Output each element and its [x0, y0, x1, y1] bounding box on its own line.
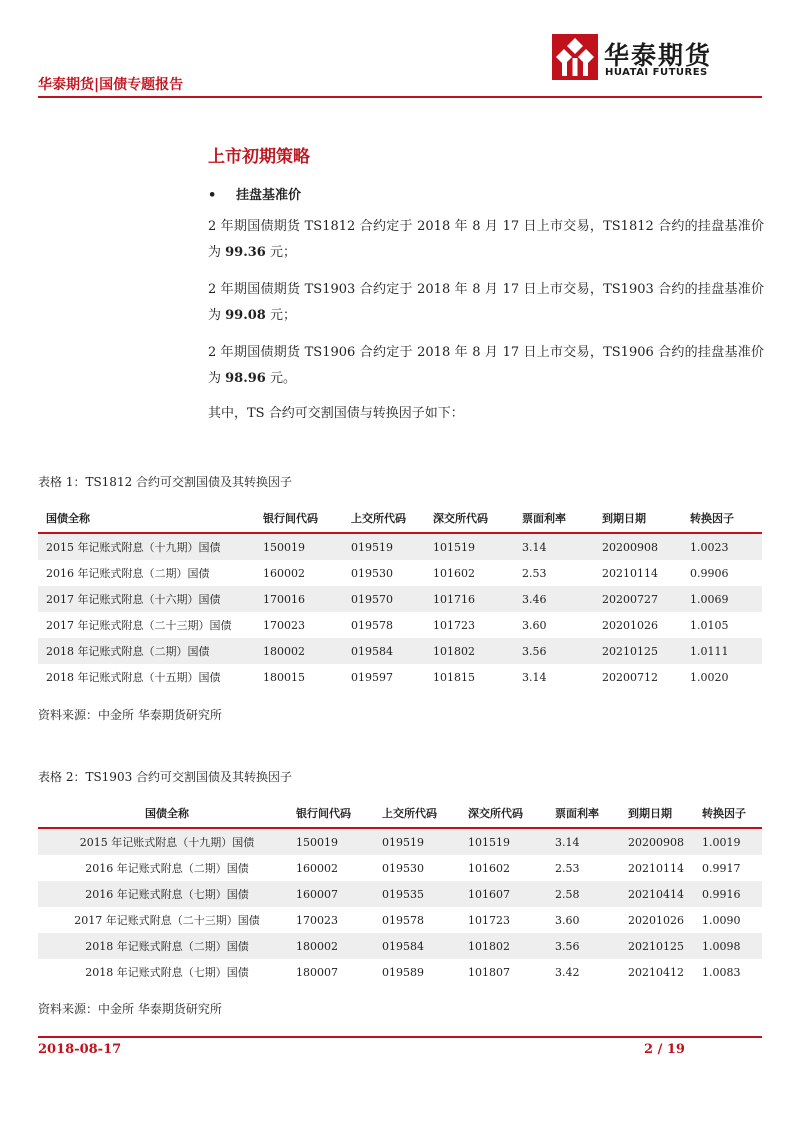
table-cell: 1.0111 — [690, 638, 762, 664]
table-cell: 1.0019 — [702, 828, 762, 855]
table-cell: 1.0023 — [690, 533, 762, 560]
column-header: 上交所代码 — [382, 799, 468, 828]
table-cell: 019584 — [351, 638, 433, 664]
table-cell: 3.14 — [522, 533, 602, 560]
table-cell: 019530 — [382, 861, 424, 875]
table-cell: 1.0069 — [690, 586, 762, 612]
company-logo — [552, 34, 722, 80]
table-cell: 3.56 — [555, 933, 628, 959]
table-cell: 019535 — [382, 881, 468, 907]
bullet-icon: • — [208, 188, 217, 203]
deliverable-bonds-table-2 — [38, 799, 762, 985]
table-cell: 019570 — [351, 586, 433, 612]
paragraph-ts1906: 2 年期国债期货 TS1906 合约定于 2018 年 8 月 17 日上市交易，TS1906 合约的挂盘基准价为 98.96 元。 — [208, 345, 764, 386]
table-caption: 表格 2：TS1903 合约可交割国债及其转换因子 — [38, 770, 293, 784]
table-row — [38, 533, 762, 560]
benchmark-price: 99.36 — [225, 245, 266, 260]
table-cell: 20210114 — [602, 566, 658, 580]
table-cell: 170016 — [263, 586, 351, 612]
table-cell: 2018 年记账式附息（二期）国债 — [38, 638, 263, 664]
table-cell: 019597 — [351, 670, 393, 684]
benchmark-price: 99.08 — [225, 308, 266, 323]
table-cell: 3.46 — [522, 586, 602, 612]
table-cell: 0.9906 — [690, 566, 729, 580]
column-header: 上交所代码 — [351, 504, 433, 533]
table-cell: 3.60 — [522, 618, 547, 632]
table-cell: 180002 — [263, 638, 351, 664]
table-cell: 101716 — [433, 586, 522, 612]
table-cell: 2016 年记账式附息（七期）国债 — [38, 881, 296, 907]
table-cell: 101815 — [433, 670, 475, 684]
table-cell: 0.9916 — [702, 881, 762, 907]
intro-paragraph: 其中，TS 合约可交割国债与转换因子如下： — [208, 406, 464, 421]
table-cell: 101519 — [433, 533, 522, 560]
column-header: 国债全称 — [38, 799, 296, 828]
table-caption: 表格 1：TS1812 合约可交割国债及其转换因子 — [38, 475, 293, 489]
table-cell: 20210125 — [602, 638, 690, 664]
table-cell: 2015 年记账式附息（十九期）国债 — [38, 828, 296, 855]
table-cell: 2018 年记账式附息（七期）国债 — [85, 966, 249, 979]
table-cell: 3.60 — [555, 913, 580, 927]
section-title: 上市初期策略 — [208, 147, 310, 167]
table-cell: 1.0105 — [690, 618, 729, 632]
table-cell: 101602 — [433, 566, 475, 580]
table-cell: 2.53 — [522, 566, 547, 580]
table-cell: 150019 — [296, 828, 382, 855]
column-header: 国债全称 — [38, 504, 263, 533]
table-cell: 101807 — [468, 965, 510, 979]
table-cell: 20210125 — [628, 933, 702, 959]
table-cell: 20201026 — [628, 913, 684, 927]
table-row — [38, 560, 762, 586]
table-cell: 2018 年记账式附息（二期）国债 — [38, 933, 296, 959]
table-row — [38, 959, 762, 985]
table-cell: 101723 — [468, 913, 510, 927]
table-cell: 20200908 — [628, 828, 702, 855]
report-header-title: 华泰期货|国债专题报告 — [38, 77, 184, 93]
table-cell: 2017 年记账式附息（二十三期）国债 — [74, 914, 260, 927]
table-cell: 2016 年记账式附息（二期）国债 — [46, 567, 210, 580]
column-header: 到期日期 — [628, 799, 702, 828]
table-cell: 160007 — [296, 881, 382, 907]
column-header: 票面利率 — [522, 504, 602, 533]
table-header-row — [38, 504, 762, 533]
column-header: 转换因子 — [702, 799, 762, 828]
table-header-row — [38, 799, 762, 828]
table-cell: 101519 — [468, 828, 555, 855]
table-cell: 2.58 — [555, 881, 628, 907]
table-cell: 2018 年记账式附息（十五期）国债 — [46, 671, 221, 684]
column-header: 到期日期 — [602, 504, 690, 533]
table-row — [38, 828, 762, 855]
table-row — [38, 907, 762, 933]
table-cell: 0.9917 — [702, 861, 741, 875]
paragraph-ts1812: 2 年期国债期货 TS1812 合约定于 2018 年 8 月 17 日上市交易，TS1812 合约的挂盘基准价为 99.36 元； — [208, 219, 764, 260]
table-row — [38, 586, 762, 612]
table-row — [38, 638, 762, 664]
bullet-heading — [208, 184, 301, 203]
column-header: 深交所代码 — [433, 504, 522, 533]
column-header: 深交所代码 — [468, 799, 555, 828]
table-cell: 3.56 — [522, 638, 602, 664]
table-cell: 101802 — [433, 638, 522, 664]
table-cell: 101802 — [468, 933, 555, 959]
table-cell: 20200908 — [602, 533, 690, 560]
table-cell: 1.0090 — [702, 913, 741, 927]
column-header: 票面利率 — [555, 799, 628, 828]
logo-name: 华泰期货 — [604, 41, 713, 70]
table-cell: 150019 — [263, 533, 351, 560]
table-row — [38, 881, 762, 907]
table-cell: 180002 — [296, 933, 382, 959]
table-cell: 180007 — [296, 965, 338, 979]
table-cell: 101723 — [433, 618, 475, 632]
header-divider — [38, 96, 762, 98]
table-cell: 20200712 — [602, 670, 658, 684]
column-header: 银行间代码 — [263, 504, 351, 533]
huatai-logo-icon — [552, 34, 598, 80]
table-source: 资料来源：中金所 华泰期货研究所 — [38, 1002, 222, 1016]
table-cell: 019584 — [382, 933, 468, 959]
table-cell: 3.14 — [555, 828, 628, 855]
footer-divider — [38, 1036, 762, 1038]
table-cell: 2.53 — [555, 861, 580, 875]
table-cell: 3.14 — [522, 670, 547, 684]
table-cell: 20201026 — [602, 618, 658, 632]
table-cell: 019589 — [382, 965, 424, 979]
table-cell: 2017 年记账式附息（二十三期）国债 — [46, 619, 232, 632]
table-cell: 170023 — [263, 618, 305, 632]
column-header: 银行间代码 — [296, 799, 382, 828]
page-number: 2 / 19 — [644, 1042, 685, 1057]
table-cell: 1.0020 — [690, 670, 729, 684]
table-row — [38, 664, 762, 690]
logo-english-name: HUATAI FUTURES — [605, 67, 708, 78]
table-row — [38, 855, 762, 881]
table-cell: 160002 — [263, 566, 305, 580]
table-cell: 019519 — [351, 533, 433, 560]
table-cell: 20210414 — [628, 881, 702, 907]
table-cell: 20210114 — [628, 861, 684, 875]
report-date: 2018-08-17 — [38, 1042, 122, 1057]
table-cell: 20200727 — [602, 586, 690, 612]
table-cell: 019578 — [382, 913, 424, 927]
table-cell: 2016 年记账式附息（二期）国债 — [85, 862, 249, 875]
benchmark-price: 98.96 — [225, 371, 266, 386]
table-cell: 019530 — [351, 566, 393, 580]
table-row — [38, 612, 762, 638]
table-cell: 1.0098 — [702, 933, 762, 959]
table-cell: 101607 — [468, 881, 555, 907]
deliverable-bonds-table-1 — [38, 504, 762, 690]
table-cell: 101602 — [468, 861, 510, 875]
bullet-text: 挂盘基准价 — [236, 188, 302, 203]
table-source: 资料来源：中金所 华泰期货研究所 — [38, 708, 222, 722]
paragraph-ts1903: 2 年期国债期货 TS1903 合约定于 2018 年 8 月 17 日上市交易，TS1903 合约的挂盘基准价为 99.08 元； — [208, 282, 764, 323]
table-cell: 20210412 — [628, 965, 684, 979]
table-cell: 160002 — [296, 861, 338, 875]
table-cell: 2015 年记账式附息（十九期）国债 — [38, 533, 263, 560]
column-header: 转换因子 — [690, 504, 762, 533]
table-cell: 3.42 — [555, 965, 580, 979]
table-cell: 1.0083 — [702, 965, 741, 979]
table-row — [38, 933, 762, 959]
table-cell: 180015 — [263, 670, 305, 684]
table-cell: 2017 年记账式附息（十六期）国债 — [38, 586, 263, 612]
table-cell: 170023 — [296, 913, 338, 927]
table-cell: 019519 — [382, 828, 468, 855]
table-cell: 019578 — [351, 618, 393, 632]
